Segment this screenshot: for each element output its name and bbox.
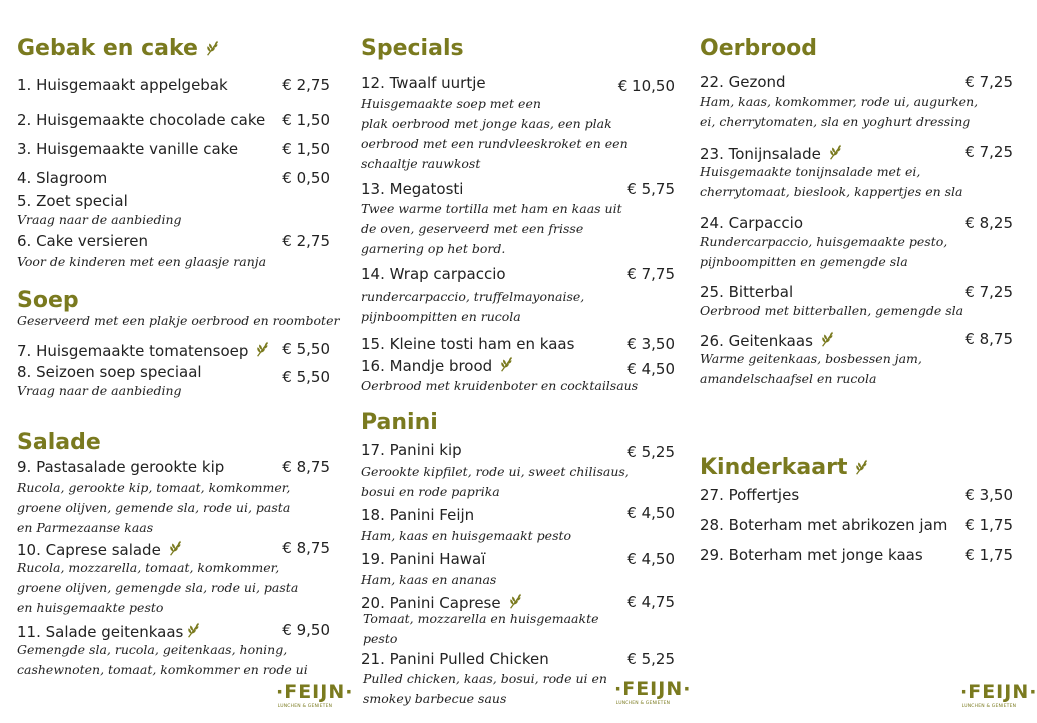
menu-item-price: € 7,25 [965,283,1013,301]
section-title-specials: Specials [361,36,464,61]
menu-item-price: € 5,50 [282,368,330,386]
section-title-panini: Panini [361,410,438,435]
menu-item-name: 26. Geitenkaas [700,332,813,350]
menu-item-description: Gerookte kipfilet, rode ui, sweet chilisaus, [361,464,629,479]
menu-item-price: € 2,75 [282,232,330,250]
menu-item-description: groene olijven, gemengde sla, rode ui, pasta [17,580,299,595]
menu-item-description: pijnboompitten en rucola [361,309,521,324]
wheat-leaf-icon [819,330,837,348]
menu-item-price: € 1,75 [965,546,1013,564]
menu-item-description: amandelschaafsel en rucola [700,371,877,386]
menu-item-20 [361,592,525,612]
menu-item-name: 17. Panini kip [361,441,462,459]
menu-item-description: groene olijven, gemende sla, rode ui, pasta [17,500,291,515]
menu-item-name: 29. Boterham met jonge kaas [700,546,923,564]
wheat-leaf-icon [853,458,871,476]
menu-item-price: € 1,75 [965,516,1013,534]
menu-item-7 [17,340,272,360]
menu-item-price: € 0,50 [282,169,330,187]
menu-item-description: de oven, geserveerd met een frisse [361,221,584,236]
menu-item-name: 20. Panini Caprese [361,594,501,612]
menu-item-name: 9. Pastasalade gerookte kip [17,458,225,476]
menu-item-description: plak oerbrood met jonge kaas, een plak [361,116,612,131]
menu-item-name: 8. Seizoen soep speciaal [17,363,202,381]
menu-item-price: € 7,25 [965,143,1013,161]
menu-item-price: € 4,75 [627,593,675,611]
menu-item-description: cherrytomaat, bieslook, kappertjes en sla [700,184,963,199]
menu-item-name: 23. Tonijnsalade [700,145,821,163]
menu-item-price: € 9,50 [282,621,330,639]
menu-item-price: € 7,25 [965,73,1013,91]
menu-item-price: € 5,25 [627,443,675,461]
menu-item-price: € 1,50 [282,111,330,129]
menu-item-price: € 4,50 [627,504,675,522]
menu-item-name: 7. Huisgemaakte tomatensoep [17,342,249,360]
menu-item-description: Ham, kaas en huisgemaakt pesto [361,528,572,543]
menu-item-description: pesto [363,631,398,646]
wheat-leaf-icon [204,39,222,57]
menu-item-name: 4. Slagroom [17,169,108,187]
menu-item-name: 2. Huisgemaakte chocolade cake [17,111,266,129]
wheat-leaf-icon [254,340,272,358]
menu-item-price: € 8,75 [282,539,330,557]
section-subtitle: Geserveerd met een plakje oerbrood en roomboter [17,313,340,328]
menu-item-name: 1. Huisgemaakt appelgebak [17,76,228,94]
menu-item-description: schaaltje rauwkost [361,156,481,171]
menu-item-name: 14. Wrap carpaccio [361,265,506,283]
menu-item-description: en Parmezaanse kaas [17,520,154,535]
wheat-leaf-icon [827,143,845,161]
menu-item-name: 28. Boterham met abrikozen jam [700,516,948,534]
menu-item-price: € 2,75 [282,76,330,94]
feijn-logo: ·FEIJN· LUNCHEN & GENIETEN [960,681,1037,709]
menu-item-price: € 5,75 [627,180,675,198]
menu-item-description: Ham, kaas, komkommer, rode ui, augurken, [700,94,979,109]
wheat-leaf-icon [185,621,203,639]
menu-item-description: rundercarpaccio, truffelmayonaise, [361,289,585,304]
menu-item-description: Vraag naar de aanbieding [17,212,182,227]
menu-item-description: Huisgemaakte tonijnsalade met ei, [700,164,921,179]
menu-item-description: Voor de kinderen met een glaasje ranja [17,254,267,269]
menu-item-description: pijnboompitten en gemengde sla [700,254,908,269]
menu-item-description: Rucola, gerookte kip, tomaat, komkommer, [17,480,291,495]
menu-item-description: Huisgemaakte soep met een [361,96,541,111]
menu-item-price: € 8,75 [965,330,1013,348]
menu-item-name: 3. Huisgemaakte vanille cake [17,140,239,158]
menu-item-description: Ham, kaas en ananas [361,572,497,587]
menu-item-name: 18. Panini Feijn [361,506,475,524]
menu-item-description: Oerbrood met kruidenboter en cocktailsaus [361,378,639,393]
feijn-logo: ·FEIJN· LUNCHEN & GENIETEN [614,678,692,706]
menu-item-price: € 7,75 [627,265,675,283]
section-title-oerbrood: Oerbrood [700,36,818,61]
wheat-leaf-icon [167,539,185,557]
menu-item-description: Pulled chicken, kaas, bosui, rode ui en [363,671,607,686]
menu-item-price: € 3,50 [627,335,675,353]
menu-item-name: 22. Gezond [700,73,786,91]
menu-item-name: 13. Megatosti [361,180,464,198]
menu-item-price: € 4,50 [627,360,675,378]
menu-item-name: 19. Panini Hawaï [361,550,486,568]
menu-item-description: Gemengde sla, rucola, geitenkaas, honing, [17,642,288,657]
section-title-soep: Soep [17,288,79,313]
menu-item-name: 21. Panini Pulled Chicken [361,650,549,668]
menu-item-price: € 5,25 [627,650,675,668]
menu-item-description: Rundercarpaccio, huisgemaakte pesto, [700,234,948,249]
menu-item-description: garnering op het bord. [361,241,506,256]
menu-item-price: € 3,50 [965,486,1013,504]
menu-item-price: € 8,75 [282,458,330,476]
menu-item-description: oerbrood met een rundvleeskroket en een [361,136,628,151]
menu-item-price: € 1,50 [282,140,330,158]
menu-item-26 [700,330,837,350]
menu-item-price: € 8,25 [965,214,1013,232]
wheat-leaf-icon [507,592,525,610]
menu-item-price: € 4,50 [627,550,675,568]
menu-item-name: 25. Bitterbal [700,283,794,301]
menu-item-name: 27. Poffertjes [700,486,800,504]
menu-item-name: 6. Cake versieren [17,232,148,250]
menu-item-name: 24. Carpaccio [700,214,804,232]
section-title-gebak: Gebak en cake [17,36,222,61]
menu-item-description: Tomaat, mozzarella en huisgemaakte [363,611,599,626]
menu-item-description: Vraag naar de aanbieding [17,383,182,398]
menu-item-description: ei, cherrytomaten, sla en yoghurt dressing [700,114,971,129]
menu-item-name: 15. Kleine tosti ham en kaas [361,335,575,353]
menu-item-description: Warme geitenkaas, bosbessen jam, [700,351,922,366]
menu-item-description: Oerbrood met bitterballen, gemengde sla [700,303,964,318]
menu-item-description: Twee warme tortilla met ham en kaas uit [361,201,622,216]
section-title-salade: Salade [17,430,101,455]
menu-item-description: bosui en rode paprika [361,484,500,499]
menu-item-16 [361,355,516,375]
menu-item-description: en huisgemaakte pesto [17,600,164,615]
menu-item-name: 11. Salade geitenkaas [17,623,184,641]
menu-item-description: cashewnoten, tomaat, komkommer en rode ui [17,662,308,677]
menu-item-10 [17,539,185,559]
menu-item-description: smokey barbecue saus [363,691,507,706]
menu-item-11 [17,621,203,641]
menu-item-name: 5. Zoet special [17,192,128,210]
menu-item-23 [700,143,845,163]
menu-item-price: € 10,50 [617,77,675,95]
menu-item-price: € 5,50 [282,340,330,358]
section-title-kinderkaart: Kinderkaart [700,455,871,480]
menu-item-name: 16. Mandje brood [361,357,493,375]
menu-item-description: Rucola, mozzarella, tomaat, komkommer, [17,560,280,575]
menu-item-name: 10. Caprese salade [17,541,161,559]
feijn-logo: ·FEIJN· LUNCHEN & GENIETEN [276,681,354,709]
menu-item-name: 12. Twaalf uurtje [361,74,486,92]
wheat-leaf-icon [498,355,516,373]
